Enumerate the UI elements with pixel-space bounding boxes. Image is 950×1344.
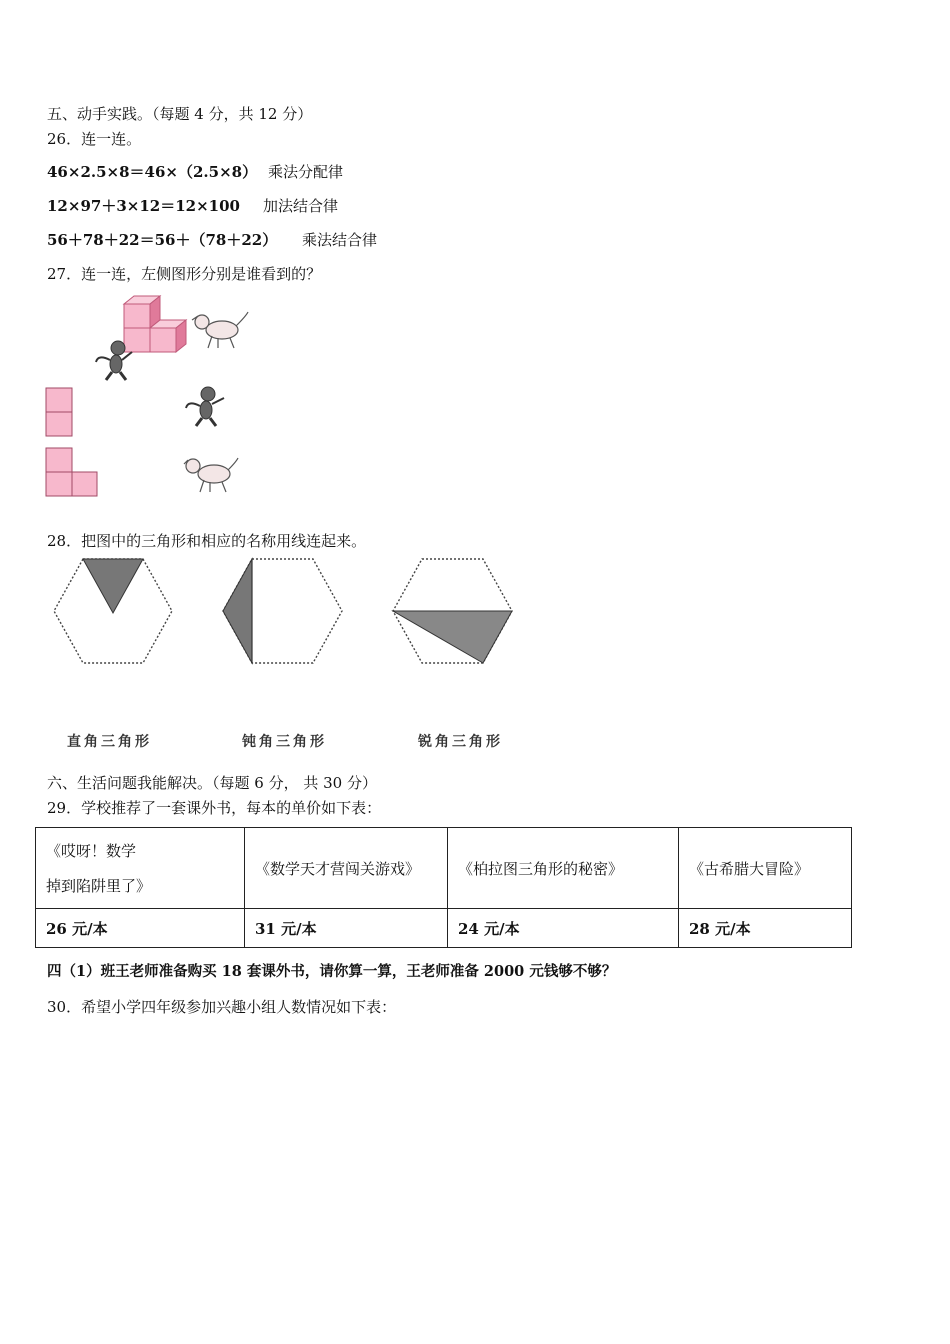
section-heading-5: 五、动手实践。（每题 4 分，共 12 分） bbox=[47, 105, 313, 123]
hexagon-1 bbox=[54, 559, 172, 663]
label-obtuse-triangle: 钝角三角形 bbox=[242, 734, 327, 750]
book-name-3: 《柏拉图三角形的秘密》 bbox=[458, 859, 624, 878]
question-27-figure bbox=[40, 290, 300, 510]
price-cell-1: 26 元/本 bbox=[36, 909, 245, 948]
law-2: 加法结合律 bbox=[263, 197, 339, 215]
question-27-title: 27．连一连，左侧图形分别是谁看到的？ bbox=[47, 265, 322, 283]
table-cell bbox=[448, 828, 679, 909]
dog-icon bbox=[192, 312, 248, 348]
expression-2: 12×97＋3×12＝12×100 bbox=[47, 197, 240, 215]
view-shape-1 bbox=[46, 388, 72, 436]
question-26-title: 26．连一连。 bbox=[47, 130, 142, 148]
law-3: 乘法结合律 bbox=[302, 231, 378, 249]
hexagon-2 bbox=[223, 559, 342, 663]
label-right-triangle: 直角三角形 bbox=[67, 734, 152, 750]
law-1: 乘法分配律 bbox=[268, 163, 344, 181]
hexagon-figures bbox=[45, 555, 535, 675]
expression-3: 56＋78＋22＝56＋（78＋22） bbox=[47, 231, 278, 249]
view-shape-2 bbox=[46, 448, 97, 496]
table-row bbox=[36, 828, 852, 909]
cube-stack bbox=[124, 296, 186, 352]
label-acute-triangle: 锐角三角形 bbox=[418, 734, 503, 750]
table-row bbox=[36, 909, 852, 948]
book-price-table bbox=[35, 827, 852, 948]
hexagon-3 bbox=[393, 559, 512, 663]
question-29-text: 四（1）班王老师准备购买 18 套课外书，请你算一算，王老师准备 2000 元钱够不够？ bbox=[47, 963, 617, 980]
question-29-title: 29．学校推荐了一套课外书，每本的单价如下表： bbox=[47, 799, 382, 817]
dog-icon-2 bbox=[184, 458, 238, 492]
expression-1: 46×2.5×8＝46×（2.5×8） bbox=[47, 163, 258, 181]
book-name-1b: 掉到陷阱里了》 bbox=[46, 877, 152, 895]
table-cell bbox=[36, 828, 245, 909]
book-name-1a: 《哎呀！数学 bbox=[46, 842, 137, 860]
book-name-2: 《数学天才营闯关游戏》 bbox=[255, 859, 421, 878]
monkey-icon-2 bbox=[186, 387, 224, 426]
price-cell-3: 24 元/本 bbox=[448, 909, 679, 948]
price-cell-2: 31 元/本 bbox=[245, 909, 448, 948]
section-heading-6: 六、生活问题我能解决。（每题 6 分， 共 30 分） bbox=[47, 774, 377, 792]
question-28-title: 28．把图中的三角形和相应的名称用线连起来。 bbox=[47, 532, 367, 550]
table-cell bbox=[245, 828, 448, 909]
question-30-title: 30．希望小学四年级参加兴趣小组人数情况如下表： bbox=[47, 998, 397, 1016]
book-name-4: 《古希腊大冒险》 bbox=[689, 859, 810, 878]
table-cell bbox=[679, 828, 852, 909]
price-cell-4: 28 元/本 bbox=[679, 909, 852, 948]
